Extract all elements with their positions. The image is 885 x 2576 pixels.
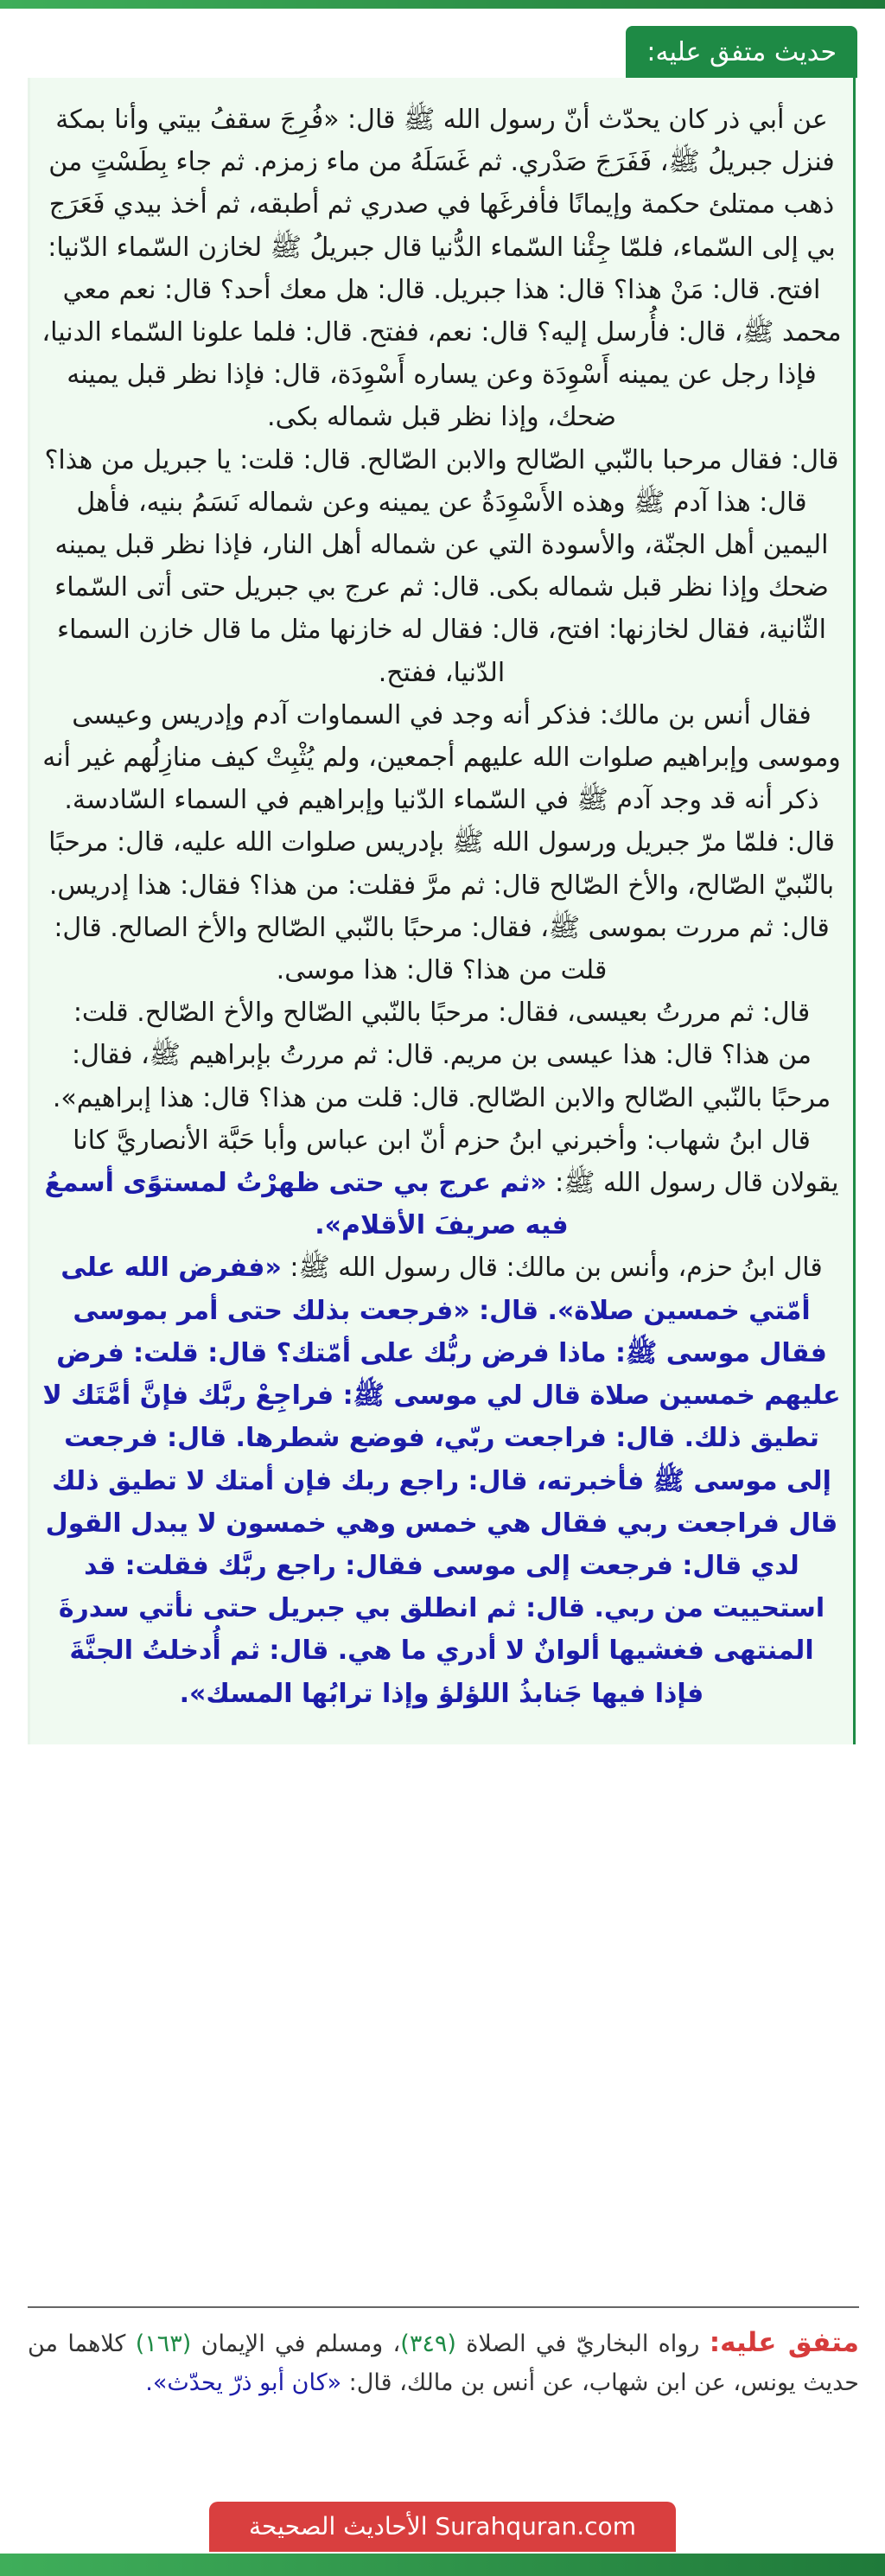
hadith-paragraph-7 xyxy=(41,1247,843,1714)
bukhari-number: (٣٤٩) xyxy=(400,2331,456,2357)
takhrij-section xyxy=(28,2324,859,2402)
hadith-paragraph-2: قال: فقال مرحبا بالنّبي الصّالح والابن الصّالح. قال: قلت: يا جبريل من هذا؟ قال: هذا آدم ﷺ وهذه الأَسْوِدَةُ عن يمينه وعن شماله نَسَمُ بنيه، فأهل اليمين أهل الجنّة، والأسودة التي عن شماله أهل النار، فإذا نظر قبل يمينه ضحك وإذا نظر قبل شماله بكى. قال: ثم عرج بي جبريل حتى أتى السّماء الثّانية، فقال لخازنها: افتح، قال: فقال له خازنها مثل ما قال خازن السماء الدّنيا، ففتح. xyxy=(44,444,839,688)
hadith-paragraph-1: عن أبي ذر كان يحدّث أنّ رسول الله ﷺ قال: «فُرِجَ سقفُ بيتي وأنا بمكة فنزل جبريلُ ﷺ، فَفَرَجَ صَدْري. ثم غَسَلَهُ من ماء زمزم. ثم جاء بِطَسْتٍ من ذهب ممتلئ حكمة وإيمانًا فأفرغَها في صدري ثم أطبقه، ثم أخذ بيدي فَعَرَج بي إلى السّماء، فلمّا جِئْنا السّماء الدُّنيا قال جبريلُ ﷺ لخازن السّماء الدّنيا: افتح. قال: مَنْ هذا؟ قال: هذا جبريل. قال: هل معك أحد؟ قال: نعم معي محمد ﷺ، قال: فأُرسل إليه؟ قال: نعم، ففتح. قال: فلما علونا السّماء الدنيا، فإذا رجل عن يمينه أَسْوِدَة وعن يساره أَسْوِدَة، قال: فإذا نظر قبل يمينه ضحك، وإذا نظر قبل شماله بكى. xyxy=(41,105,842,433)
hadith-p6-prophet-words: «ثم عرج بي حتى ظهرْتُ لمستوًى أسمعُ فيه صريفَ الأقلام». xyxy=(44,1168,569,1241)
takhrij-label: متفق عليه: xyxy=(709,2327,859,2358)
hadith-text-box xyxy=(28,78,856,1744)
section-divider xyxy=(28,2306,859,2308)
takhrij-quote: «كان أبو ذرّ يحدّث». xyxy=(145,2369,342,2396)
hadith-paragraph-3: فقال أنس بن مالك: فذكر أنه وجد في السماوات آدم وإدريس وعيسى وموسى وإبراهيم صلوات الله عليهم أجمعين، ولم يُثْبِتْ كيف منازِلُهم غير أنه ذكر أنه قد وجد آدم ﷺ في السّماء الدّنيا وإبراهيم في السماء السّادسة. قال: فلمّا مرّ جبريل ورسول الله ﷺ بإدريس صلوات الله عليه، قال: مرحبًا بالنّبيّ الصّالح، والأخ الصّالح قال: ثم مرَّ فقلت: من هذا؟ فقال: هذا إدريس. قال: ثم مررت بموسى ﷺ، فقال: مرحبًا بالنّبي الصّالح والأخ الصالح. قال: قلت من هذا؟ قال: هذا موسى. xyxy=(42,699,841,986)
hadith-paragraph-5: من هذا؟ قال: هذا عيسى بن مريم. قال: ثم مررتُ بإبراهيم ﷺ، فقال: مرحبًا بالنّبي الصّالح والابن الصّالح. قال: قلت من هذا؟ قال: هذا إبراهيم». xyxy=(52,1040,831,1113)
site-badge[interactable]: Surahquran.com الأحاديث الصحيحة xyxy=(209,2502,676,2552)
hadith-type-header: حديث متفق عليه: xyxy=(626,26,857,78)
hadith-paragraph-4: قال: ثم مررتُ بعيسى، فقال: مرحبًا بالنّبي الصّالح والأخ الصّالح. قلت: xyxy=(73,998,811,1029)
top-accent-bar xyxy=(0,0,885,9)
hadith-p7-prophet-words: «ففرض الله على أمّتي خمسين صلاة». قال: «فرجعت بذلك حتى أمر بموسى فقال موسى ﷺ: ماذا فرض ربُّك على أمّتك؟ قال: قلت: فرض عليهم خمسين صلاة قال لي موسى ﷺ: فراجِعْ ربَّك فإنَّ أمَّتَك لا تطيق ذلك. قال: فراجعت ربّي، فوضع شطرها. قال: فرجعت إلى موسى ﷺ فأخبرته، قال: راجع ربك فإن أمتك لا تطيق ذلك قال فراجعت ربي فقال هي خمس وهي خمسون لا يبدل القول لدي قال: فرجعت إلى موسى فقال: راجع ربَّك فقلت: قد استحييت من ربي. قال: ثم انطلق بي جبريل حتى نأتي سدرةَ المنتهى فغشيها ألوانٌ لا أدري ما هي. قال: ثم أُدخلتُ الجنَّةَ فإذا فيها جَنابذُ اللؤلؤ وإذا ترابُها المسك». xyxy=(42,1253,841,1709)
takhrij-text-2: ، ومسلم في الإيمان xyxy=(191,2331,401,2357)
muslim-number: (١٦٣) xyxy=(135,2331,192,2357)
takhrij-text-1: رواه البخاريّ في الصلاة xyxy=(455,2331,710,2357)
hadith-p7-narration: قال ابنُ حزم، وأنس بن مالك: قال رسول الله ﷺ: xyxy=(281,1253,823,1284)
bottom-accent-bar xyxy=(0,2554,885,2576)
hadith-paragraph-6 xyxy=(41,1119,843,1247)
hadith-p6-narration: قال ابنُ شهاب: وأخبرني ابنُ حزم أنّ ابن عباس وأبا حَبَّة الأنصاريَّ كانا يقولان قال رسول الله ﷺ: xyxy=(73,1125,839,1199)
takhrij-text-3: كلاهما من حديث يونس، عن ابن شهاب، عن أنس بن مالك، قال: xyxy=(28,2331,859,2396)
